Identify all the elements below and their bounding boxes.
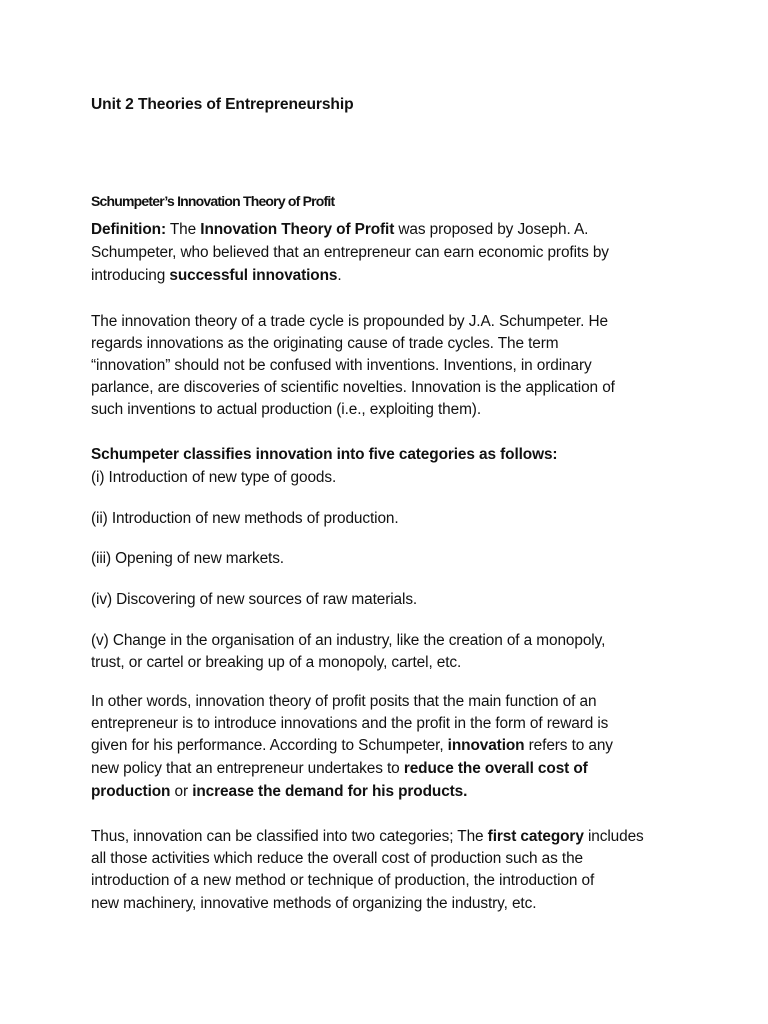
paragraph-emphasis: first category bbox=[487, 828, 584, 845]
category-item: (iii) Opening of new markets. bbox=[91, 550, 284, 567]
paragraph-text: includes bbox=[583, 828, 644, 845]
paragraph-text: or bbox=[170, 783, 193, 800]
paragraph-text: Thus, innovation can be classified into two categories; The bbox=[91, 828, 488, 845]
definition-emphasis: successful innovations bbox=[169, 267, 338, 284]
paragraph1-line-1: The innovation theory of a trade cycle is propounded by J.A. Schumpeter. He bbox=[91, 313, 608, 330]
paragraph-text: refers to any bbox=[524, 737, 613, 754]
definition-text: . bbox=[337, 267, 342, 284]
paragraph1-line-3: “innovation” should not be confused with inventions. Inventions, in ordinary bbox=[91, 357, 592, 374]
section-title: Schumpeter’s Innovation Theory of Profit bbox=[91, 193, 335, 209]
paragraph-text: new policy that an entrepreneur undertakes to bbox=[91, 760, 404, 777]
paragraph3-line-4: new machinery, innovative methods of organizing the industry, etc. bbox=[91, 895, 537, 912]
definition-line-2: Schumpeter, who believed that an entrepreneur can earn economic profits by bbox=[91, 244, 609, 261]
definition-text: The bbox=[165, 221, 201, 238]
paragraph-emphasis: innovation bbox=[447, 737, 525, 754]
definition-line-1 bbox=[91, 220, 588, 240]
paragraph2-line-3 bbox=[91, 736, 613, 756]
paragraph3-line-1 bbox=[91, 827, 644, 847]
paragraph-emphasis: increase the demand for his products. bbox=[192, 783, 468, 800]
paragraph3-line-2: all those activities which reduce the overall cost of production such as the bbox=[91, 850, 584, 867]
paragraph-emphasis: reduce the overall cost of bbox=[403, 760, 588, 777]
unit-title: Unit 2 Theories of Entrepreneurship bbox=[91, 96, 354, 113]
definition-text: introducing bbox=[91, 267, 170, 284]
paragraph2-line-5 bbox=[91, 782, 467, 802]
paragraph2-line-4 bbox=[91, 759, 588, 779]
category-item: (ii) Introduction of new methods of production. bbox=[91, 510, 399, 527]
paragraph1-line-2: regards innovations as the originating cause of trade cycles. The term bbox=[91, 335, 559, 352]
category-item: (v) Change in the organisation of an industry, like the creation of a monopoly, bbox=[91, 632, 606, 649]
paragraph2-line-2: entrepreneur is to introduce innovations and the profit in the form of reward is bbox=[91, 715, 609, 732]
definition-term: Innovation Theory of Profit bbox=[200, 221, 395, 238]
paragraph1-line-4: parlance, are discoveries of scientific novelties. Innovation is the application of bbox=[91, 379, 615, 396]
category-item-continued: trust, or cartel or breaking up of a monopoly, cartel, etc. bbox=[91, 654, 462, 671]
category-item: (iv) Discovering of new sources of raw materials. bbox=[91, 591, 418, 608]
paragraph3-line-3: introduction of a new method or technique of production, the introduction of bbox=[91, 872, 595, 889]
category-item: (i) Introduction of new type of goods. bbox=[91, 469, 337, 486]
definition-line-3 bbox=[91, 266, 342, 286]
paragraph2-line-1: In other words, innovation theory of profit posits that the main function of an bbox=[91, 693, 597, 710]
definition-text: was proposed by Joseph. A. bbox=[394, 221, 589, 238]
paragraph-emphasis: production bbox=[91, 783, 171, 800]
categories-heading: Schumpeter classifies innovation into five categories as follows: bbox=[91, 446, 558, 463]
paragraph1-line-5: such inventions to actual production (i.e., exploiting them). bbox=[91, 401, 481, 418]
definition-label: Definition: bbox=[91, 221, 166, 238]
paragraph-text: given for his performance. According to Schumpeter, bbox=[91, 737, 448, 754]
